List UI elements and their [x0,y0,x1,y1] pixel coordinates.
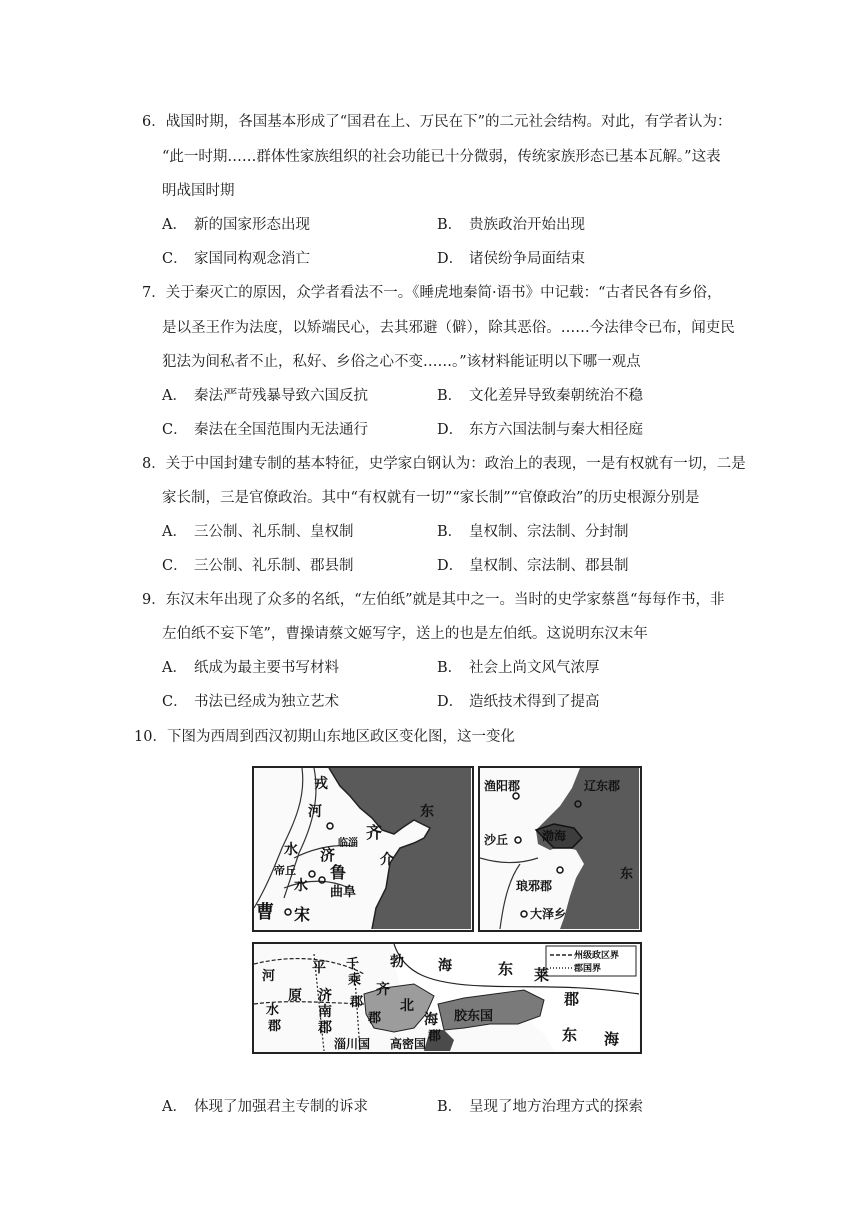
map3-label-dong-2: 东 [562,1026,578,1044]
question-6-line-2: “此一时期……群体性家族组织的社会功能已十分微弱，传统家族形态已基本瓦解。”这表 [162,149,721,165]
question-8-line-1: 8．关于中国封建专制的基本特征，史学家白钢认为：政治上的表现，一是有权就有一切，二是 [142,456,746,472]
option-letter: D． [437,422,464,438]
option-text: 东方六国法制与秦大相径庭 [469,422,643,438]
map1-label-lu: 鲁 [330,863,347,882]
option-letter: B． [437,524,463,540]
option-text: 文化差异导致秦朝统治不稳 [469,388,643,404]
question-10-option-b[interactable] [437,1097,643,1117]
map1-label-he: 河 [308,804,322,820]
map-qin-drawing [480,768,639,929]
question-8-line-2: 家长制，三是官僚政治。其中“有权就有一切”“家长制”“官僚政治”的历史根源分别是 [162,490,700,506]
question-8-option-b[interactable] [437,522,629,542]
question-7-line-3: 犯法为间私者不止，私好、乡俗之心不变……。”该材料能证明以下哪一观点 [162,354,641,370]
map2-label-bohai: 渤海 [542,829,567,843]
map3-label-shui: 水 [266,1003,280,1018]
option-letter: D． [437,694,464,710]
question-9-option-b[interactable] [437,658,600,678]
map3-label-ping: 平 [312,960,326,976]
option-letter: A． [162,217,187,233]
map3-label-zichuan: 淄川国 [334,1037,371,1051]
option-letter: C． [162,558,188,574]
map3-label-ji: 济 [318,988,332,1004]
map2-label-langye: 琅邪郡 [516,879,553,893]
map3-label-jun-qi: 郡 [368,1011,382,1026]
map2-label-liaodong: 辽东郡 [584,779,621,793]
question-6-option-a[interactable] [162,215,310,235]
option-text: 秦法严苛残暴导致六国反抗 [194,388,368,404]
option-letter: A． [162,1099,187,1115]
option-letter: B． [437,388,463,404]
map-western-han-drawing [254,944,639,1051]
map1-label-jie: 介 [380,852,394,868]
option-text: 社会上尚文风气浓厚 [469,660,600,676]
map3-label-he: 河 [262,969,276,984]
option-text: 三公制、礼乐制、皇权制 [194,524,354,540]
option-letter: A． [162,388,187,404]
map3-label-jun-beihai: 郡 [428,1029,442,1044]
map-western-zhou-drawing [254,768,471,929]
question-10-line-1: 10．下图为西周到西汉初期山东地区政区变化图，这一变化 [134,729,515,745]
question-8-option-a[interactable] [162,522,354,542]
map3-label-qian: 千 [346,957,360,972]
option-text: 诸侯纷争局面结束 [469,251,585,267]
option-letter: B． [437,660,463,676]
map2-label-dong: 东 [620,867,634,882]
map2-label-dazexiang: 大泽乡 [530,907,567,921]
option-text: 皇权制、宗法制、分封制 [469,524,629,540]
map-western-han [252,942,642,1054]
map3-label-gaomi: 高密国 [390,1037,427,1051]
question-7-option-a[interactable] [162,386,368,406]
map3-label-nan: 南 [318,1004,332,1020]
question-8-option-d[interactable] [437,556,629,576]
map-western-zhou [252,766,474,932]
option-text: 纸成为最主要书写材料 [194,660,339,676]
question-7-line-2: 是以圣王作为法度，以矫端民心，去其邪避（僻），除其恶俗。……今法律令已布，闻吏民 [162,320,735,336]
map3-label-jun-jinan: 郡 [318,1020,332,1036]
map1-label-diqiu: 帝丘 [274,864,296,877]
map3-label-bo: 勃 [390,954,404,970]
map1-label-shui-1: 水 [284,842,298,858]
question-6-line-3: 明战国时期 [162,183,235,199]
map2-label-yuyang: 渔阳郡 [484,779,521,793]
question-6-option-d[interactable] [437,249,585,269]
map3-label-qi: 齐 [376,982,390,998]
question-6-line-1: 6．战国时期，各国基本形成了“国君在上、万民在下”的二元社会结构。对此，有学者认为： [142,114,732,130]
option-letter: C． [162,694,188,710]
option-letter: A． [162,524,187,540]
option-text: 三公制、礼乐制、郡县制 [194,558,354,574]
option-text: 家国同构观念消亡 [194,251,310,267]
option-text: 皇权制、宗法制、郡县制 [469,558,629,574]
map1-label-qi: 齐 [366,823,383,842]
map1-label-ji: 济 [320,846,336,864]
option-letter: D． [437,251,464,267]
map3-label-hai-beihai: 海 [424,1012,438,1028]
question-6-option-b[interactable] [437,215,585,235]
option-letter: C． [162,422,188,438]
map3-label-hai: 海 [438,958,452,974]
question-6-option-c[interactable] [162,249,310,269]
option-text: 新的国家形态出现 [194,217,310,233]
option-letter: D． [437,558,464,574]
map1-label-linzi: 临淄 [338,838,358,849]
question-10-option-a[interactable] [162,1097,368,1117]
question-9-line-2: 左伯纸不妄下笔”，曹操请蔡文姬写字，送上的也是左伯纸。这说明东汉末年 [162,626,648,642]
option-text: 造纸技术得到了提高 [469,694,600,710]
option-text: 贵族政治开始出现 [469,217,585,233]
option-letter: B． [437,217,463,233]
map3-legend-commandery: 郡国界 [574,964,602,974]
map1-label-rong: 戎 [314,776,328,792]
map2-label-shaqiu: 沙丘 [484,833,509,847]
map1-label-qufu: 曲阜 [330,885,357,900]
question-8-option-c[interactable] [162,556,354,576]
map3-legend-province: 州级政区界 [574,951,620,961]
option-letter: A． [162,660,187,676]
map3-label-jun-lai: 郡 [564,990,580,1008]
question-9-option-c[interactable] [162,692,339,712]
question-7-line-1: 7．关于秦灭亡的原因，众学者看法不一。《睡虎地秦简·语书》中记载：“古者民各有乡俗， [142,285,722,301]
map3-label-hai-2: 海 [604,1030,620,1048]
option-text: 体现了加强君主专制的诉求 [194,1099,368,1115]
question-7-option-c[interactable] [162,420,368,440]
question-7-option-b[interactable] [437,386,643,406]
option-letter: C． [162,251,188,267]
question-9-option-d[interactable] [437,692,600,712]
map3-label-dong-1: 东 [498,960,514,978]
question-9-line-1: 9．东汉末年出现了众多的名纸，“左伯纸”就是其中之一。当时的史学家蔡邕“每每作书，非 [142,592,725,608]
question-9-option-a[interactable] [162,658,339,678]
option-text: 书法已经成为独立艺术 [194,694,339,710]
map3-label-jun-he: 郡 [268,1019,282,1034]
option-text: 秦法在全国范围内无法通行 [194,422,368,438]
map-qin [478,766,642,932]
map3-label-bei: 北 [400,998,414,1014]
map3-label-lai: 莱 [534,966,550,984]
map3-label-cheng: 乘 [348,973,362,988]
map3-label-jun-qiancheng: 郡 [350,995,364,1010]
option-letter: B． [437,1099,463,1115]
map1-label-shui-2: 水 [294,878,308,894]
map3-label-jiaodong: 胶东国 [454,1009,494,1024]
map1-label-song: 宋 [294,905,311,924]
option-text: 呈现了地方治理方式的探索 [469,1099,643,1115]
map1-label-dong: 东 [420,804,434,820]
question-7-option-d[interactable] [437,420,643,440]
map3-label-yuan: 原 [288,988,302,1004]
map1-label-cao: 曹 [256,902,274,923]
